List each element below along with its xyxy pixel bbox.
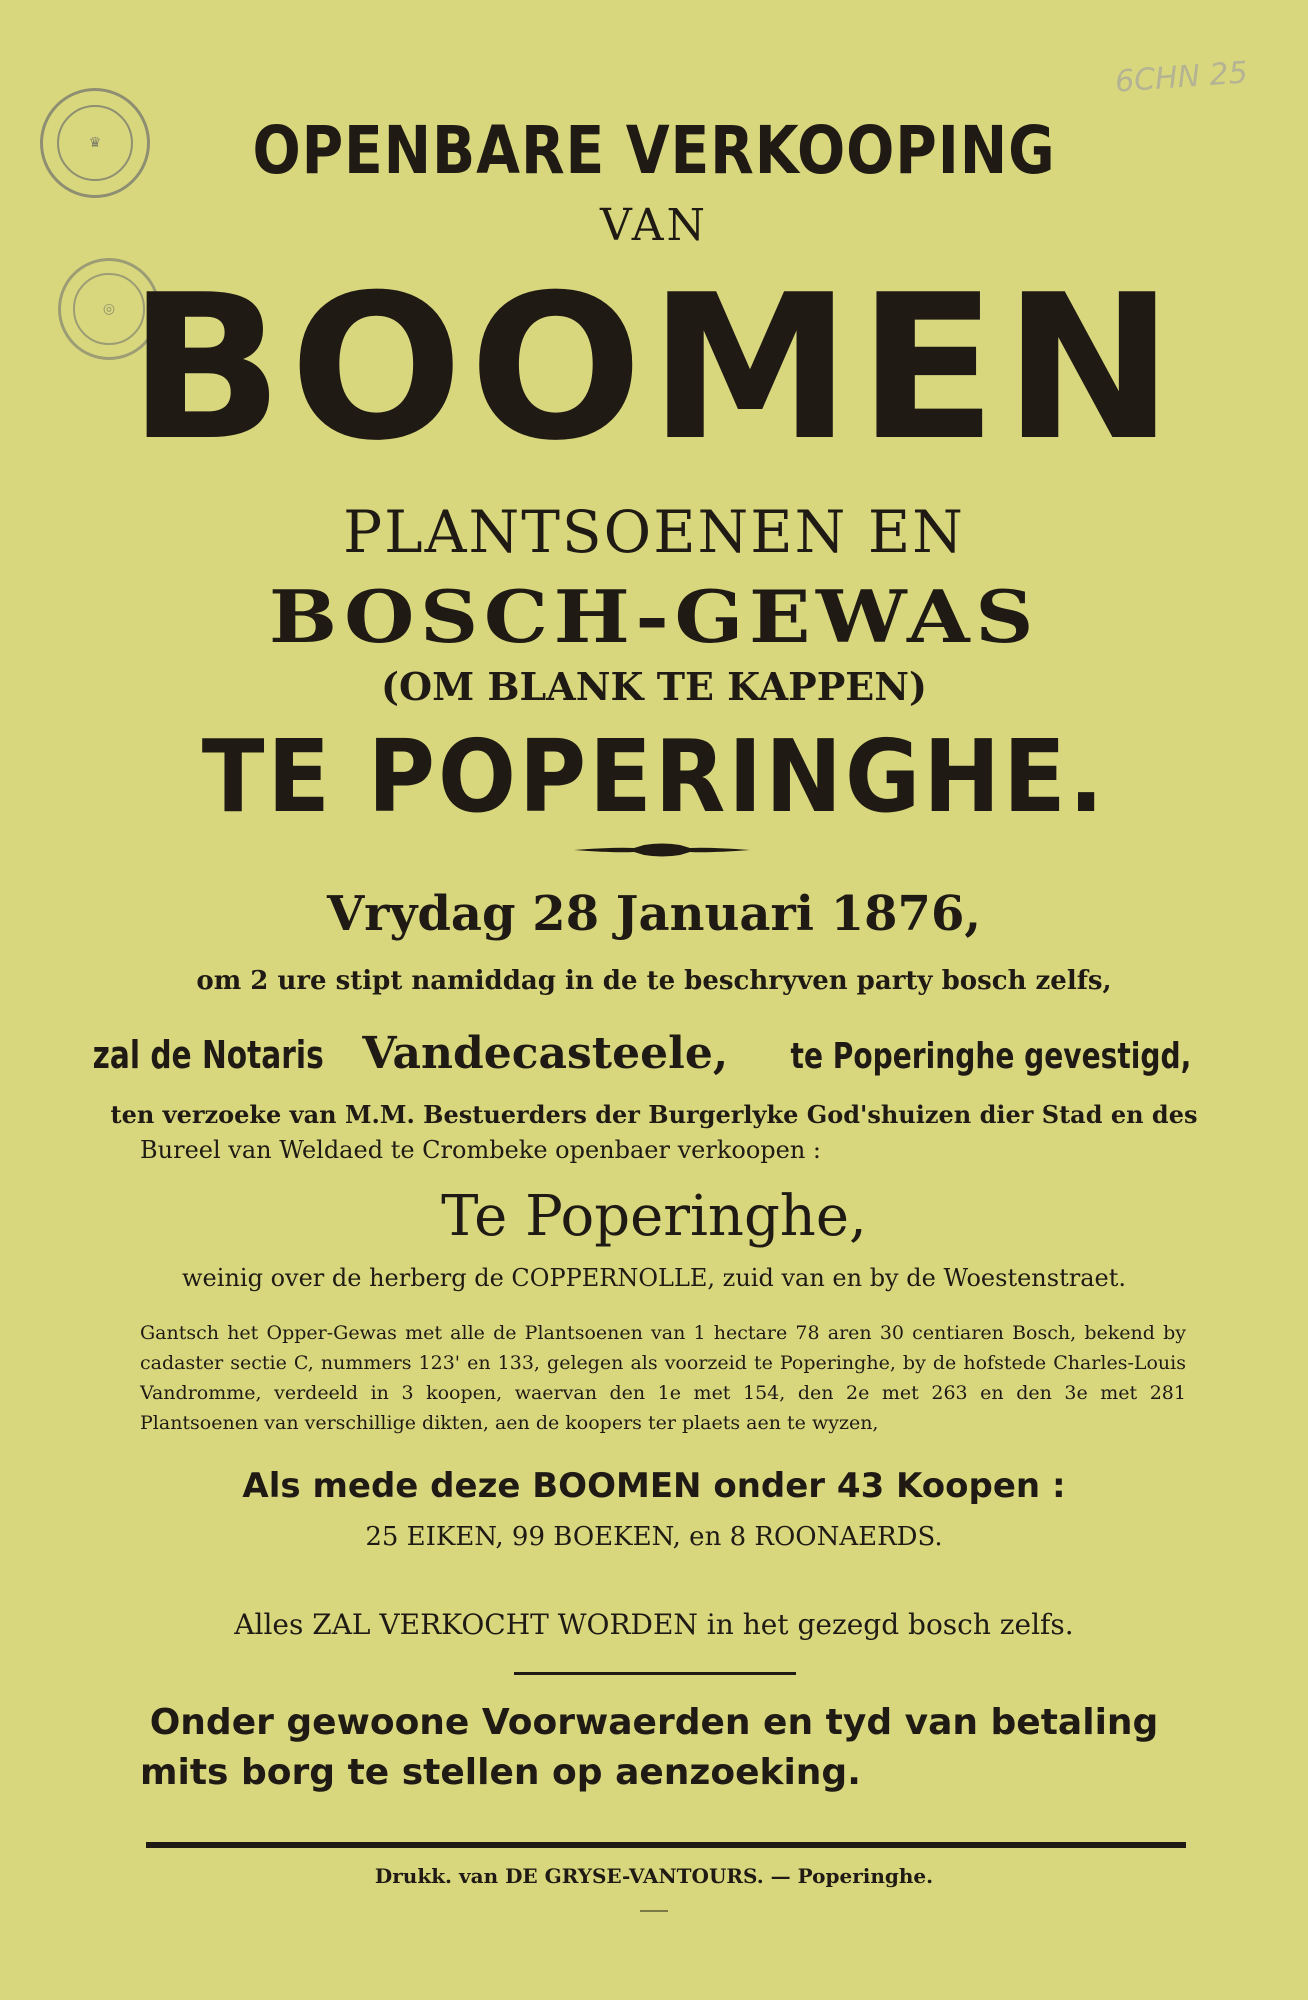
footer-mark [640, 1910, 668, 1912]
van-word: VAN [599, 200, 709, 251]
place-heading: TE POPERINGHE. [201, 718, 1107, 835]
sale-location: Alles ZAL VERKOCHT WORDEN in het gezegd bosch zelfs. [234, 1608, 1074, 1641]
notary-prefix: zal de Notaris [93, 1033, 325, 1077]
subtitle: PLANTSOENEN EN [343, 498, 965, 566]
bosch-heading: BOSCH-GEWAS [268, 574, 1040, 659]
location-heading: Te Poperinghe, [441, 1184, 867, 1249]
stamp-ring-icon: ◎ [73, 273, 144, 344]
poster-title: OPENBARE VERKOOPING [252, 112, 1056, 189]
trees-list: 25 EIKEN, 99 BOEKEN, en 8 ROONAERDS. [365, 1522, 943, 1552]
lot-description: Gantsch het Opper-Gewas met alle de Plantsoenen van 1 hectare 78 aren 30 centiaren Bosch, bekend by cadaster sectie C, nummers 123' en 133, gelegen als voorzeid te Poperinghe, by de hofstede Charles-Louis Vandromme, verdeeld in 3 koopen, waervan den 1e met 154, den 2e met 263 en den 3e met 281 Plantsoenen van verschillige dikten, aen de koopers ter plaets aen te wyzen, [140, 1322, 1186, 1434]
notary-name: Vandecasteele, [362, 1028, 729, 1079]
sale-time: om 2 ure stipt namiddag in de te beschryven party bosch zelfs, [196, 966, 1112, 996]
conditions-line-1: Onder gewoone Voorwaerden en tyd van betaling [149, 1702, 1159, 1743]
ornament-divider [574, 842, 750, 858]
notary-line [0, 1028, 1308, 1079]
request-line-2: Bureel van Weldaed te Crombeke openbaer verkoopen : [140, 1136, 822, 1164]
pencil-note: 6CHN 25 [1114, 55, 1250, 100]
request-line-1: ten verzoeke van M.M. Bestuerders der Burgerlyke God'shuizen dier Stad en des [110, 1100, 1198, 1129]
notary-suffix: te Poperinghe gevestigd, [790, 1036, 1192, 1077]
location-detail: weinig over de herberg de COPPERNOLLE, zuid van en by de Woestenstraet. [182, 1264, 1126, 1292]
sale-date: Vrydag 28 Januari 1876, [326, 886, 982, 942]
lion-icon: ♛ [57, 105, 134, 182]
parenthetical: (OM BLANK TE KAPPEN) [381, 664, 927, 709]
trees-heading: Als mede deze BOOMEN onder 43 Koopen : [242, 1466, 1066, 1506]
main-heading: BOOMEN [127, 252, 1181, 485]
printer-credit: Drukk. van DE GRYSE-VANTOURS. — Poperinghe. [374, 1864, 934, 1888]
footer-rule [146, 1842, 1186, 1848]
conditions-line-2: mits borg te stellen op aenzoeking. [140, 1752, 861, 1793]
divider-rule [514, 1672, 796, 1675]
